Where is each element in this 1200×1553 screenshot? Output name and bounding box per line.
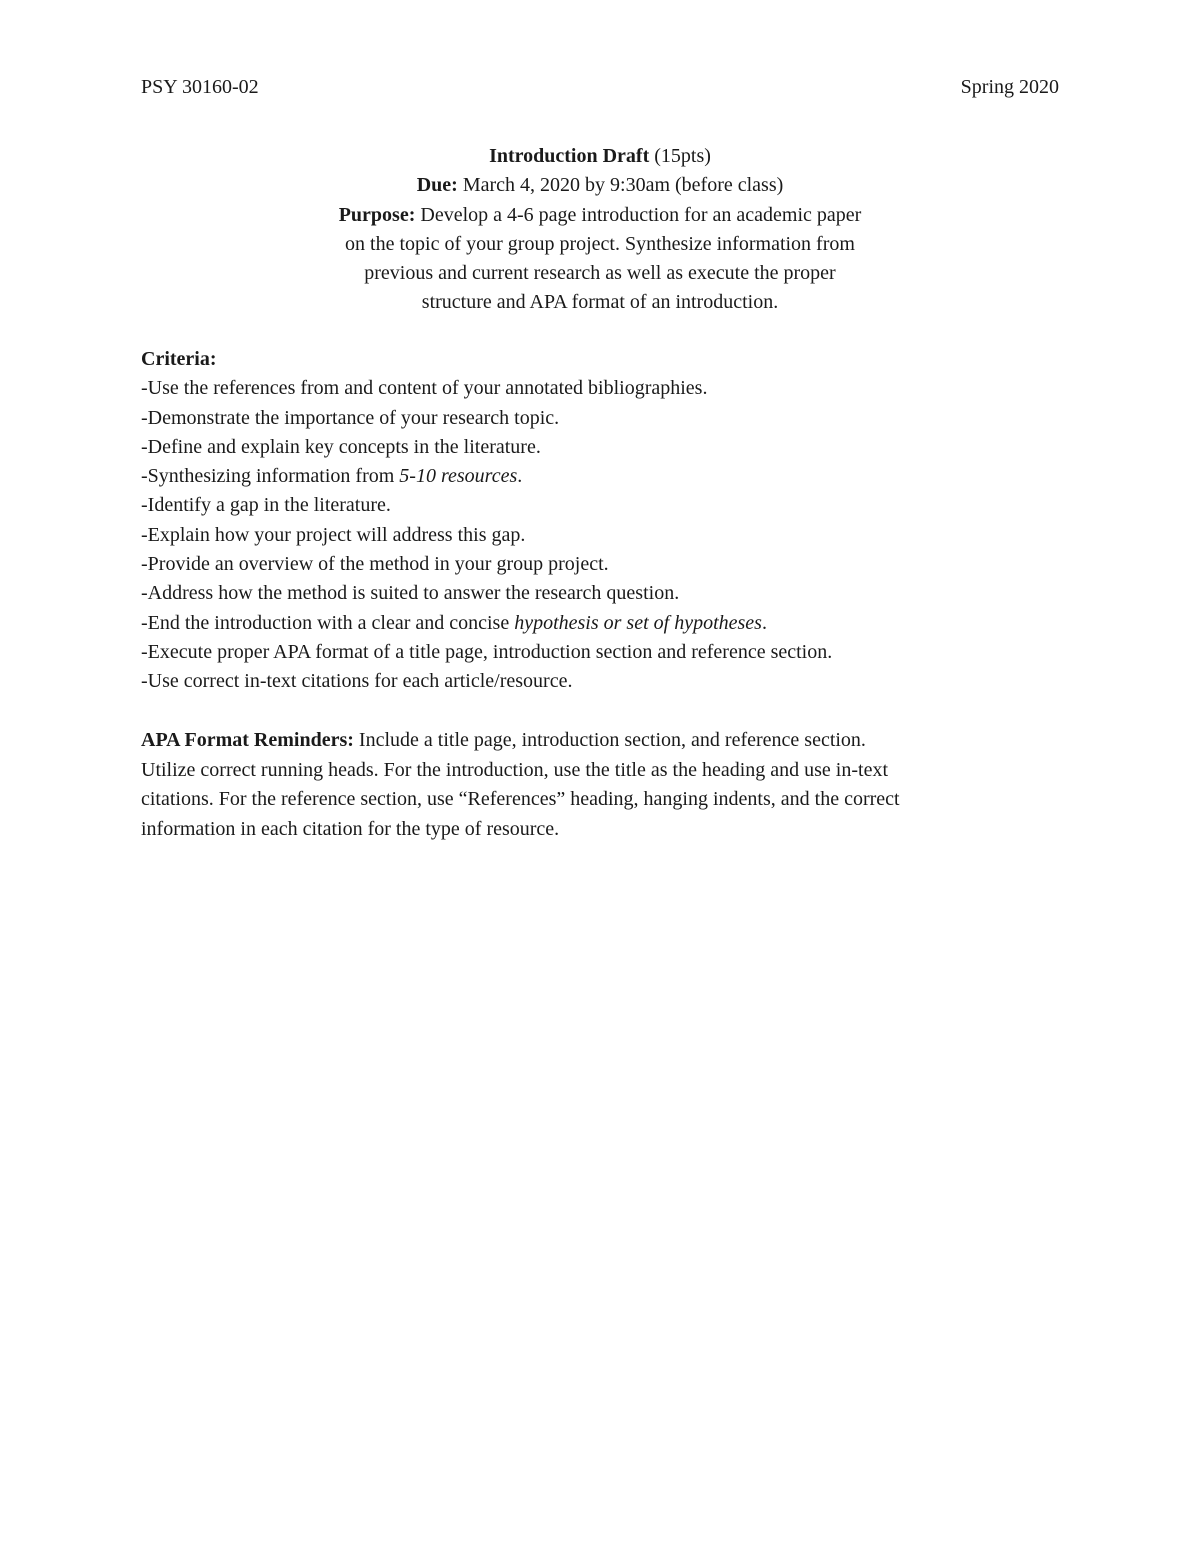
purpose-line-1 <box>200 201 1000 230</box>
reminders-line-2: Utilize correct running heads. For the introduction, use the title as the heading and use in-text <box>141 758 889 781</box>
criteria-item-period: . <box>761 611 767 634</box>
criteria-item: -Explain how your project will address this gap. <box>141 523 526 546</box>
due-text: March 4, 2020 by 9:30am (before class) <box>462 174 784 197</box>
criteria-heading: Criteria: <box>141 348 217 370</box>
criteria-item-text: -Synthesizing information from <box>141 465 400 488</box>
reminders-label: APA Format Reminders: <box>141 729 354 751</box>
criteria-item: -Demonstrate the importance of your research topic. <box>141 406 560 429</box>
assignment-points: (15pts) <box>654 145 711 167</box>
criteria-item <box>141 609 1061 638</box>
criteria-item: -Define and explain key concepts in the literature. <box>141 435 541 458</box>
purpose-line-3: previous and current research as well as execute the proper <box>364 262 836 285</box>
criteria-item-text: -End the introduction with a clear and concise <box>141 611 515 634</box>
course-code: PSY 30160-02 <box>141 76 259 98</box>
criteria-section <box>141 345 1061 697</box>
assignment-summary <box>200 142 1000 318</box>
purpose-line-4: structure and APA format of an introduction. <box>421 291 779 314</box>
criteria-item-emphasis: hypothesis or set of hypotheses <box>514 611 762 634</box>
reminders-text-1: Include a title page, introduction section, and reference section. <box>353 729 866 751</box>
apa-reminders-section <box>141 726 1061 844</box>
purpose-line-2: on the topic of your group project. Synthesize information from <box>345 232 855 255</box>
criteria-item: -Provide an overview of the method in your group project. <box>141 553 609 576</box>
due-label: Due: <box>416 174 458 197</box>
assignment-title-line <box>200 142 1000 171</box>
criteria-item-period: . <box>517 465 523 488</box>
purpose-label: Purpose: <box>338 203 416 226</box>
assignment-title: Introduction Draft <box>489 145 650 167</box>
criteria-item <box>141 462 1061 491</box>
reminders-line-4: information in each citation for the type of resource. <box>141 817 560 840</box>
term-label: Spring 2020 <box>960 76 1059 98</box>
criteria-item: -Use the references from and content of your annotated bibliographies. <box>141 377 708 400</box>
criteria-item-emphasis: 5-10 resources <box>399 465 518 488</box>
due-line <box>200 171 1000 200</box>
criteria-item: -Address how the method is suited to answer the research question. <box>141 582 680 605</box>
criteria-item: -Use correct in-text citations for each article/resource. <box>141 670 573 693</box>
purpose-text-1: Develop a 4-6 page introduction for an academic paper <box>420 203 862 226</box>
reminders-line-3: citations. For the reference section, use “References” heading, hanging indents, and the correct <box>141 788 900 811</box>
criteria-item: -Execute proper APA format of a title page, introduction section and reference section. <box>141 640 833 663</box>
criteria-item: -Identify a gap in the literature. <box>141 494 391 517</box>
reminders-line-1 <box>141 726 1061 756</box>
